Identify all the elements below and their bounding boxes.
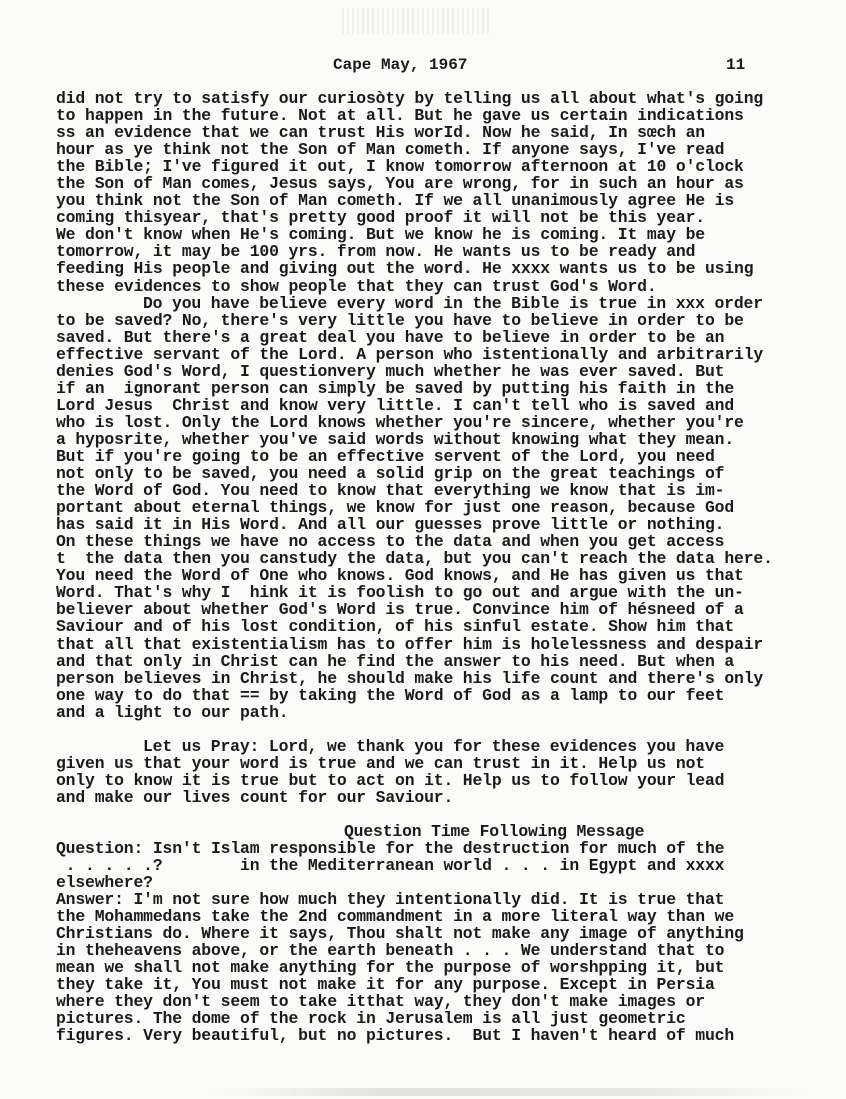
text-line: feeding His people and giving out the word. He xxxx wants us to be using	[56, 259, 754, 279]
text-line: Let us Pray: Lord, we thank you for these evidences you have	[143, 736, 725, 756]
paragraph-2	[56, 295, 836, 721]
text-line: the Word of God. You need to know that everything we know that is im-	[56, 481, 725, 501]
text-line: portant about eternal things, we know for just one reason, because God	[56, 498, 735, 518]
text-line: We don't know when He's coming. But we know he is coming. It may be	[56, 225, 705, 245]
text-line: Saviour and of his lost condition, of his sinful estate. Show him that	[56, 617, 735, 637]
text-line: Do you have believe every word in the Bible is true in xxx order	[143, 293, 763, 313]
text-line: On these things we have no access to the data and when you get access	[56, 532, 725, 552]
text-line: mean we shall not make anything for the purpose of worshpping it, but	[56, 958, 725, 978]
text-line: Christians do. Where it says, Thou shalt not make any image of anything	[56, 924, 744, 944]
paragraph-gap	[56, 721, 836, 738]
text-line: pictures. The dome of the rock in Jerusalem is all just geometric	[56, 1009, 686, 1029]
text-line: effective servant of the Lord. A person who istentionally and arbitrarily	[56, 344, 764, 364]
text-line: you think not the Son of Man cometh. If we all unanimously agree He is	[56, 191, 735, 211]
text-line: did not try to satisfy our curiosòty by telling us all about what's going	[56, 89, 764, 108]
text-line: person believes in Christ, he should make his life count and there's only	[56, 668, 764, 688]
text-line: t the data then you canstudy the data, but you can't reach the data here.	[56, 549, 773, 569]
text-line: You need the Word of One who knows. God knows, and He has given us that	[56, 566, 744, 586]
text-line: and that only in Christ can he find the answer to his need. But when a	[56, 651, 735, 671]
text-line: Word. That's why I hink it is foolish to go out and argue with the un-	[56, 583, 744, 603]
text-line: that all that existentialism has to offer him is holelessness and despair	[56, 634, 764, 654]
document-body	[56, 90, 836, 1045]
text-line: where they don't seem to take itthat way, they don't make images or	[56, 992, 705, 1012]
text-line: elsewhere?	[56, 873, 153, 893]
text-line: the Mohammedans take the 2nd commandment in a more literal way than we	[56, 907, 735, 927]
text-line: coming thisyear, that's pretty good proof it will not be this year.	[56, 208, 705, 228]
text-line: But if you're going to be an effective servent of the Lord, you need	[56, 446, 715, 466]
text-line: saved. But there's a great deal you have to believe in order to be an	[56, 327, 725, 347]
text-line: has said it in His Word. And all our guesses prove little or nothing.	[56, 515, 725, 535]
page-header	[0, 56, 846, 78]
text-line: who is lost. Only the Lord knows whether you're sincere, whether you're	[56, 412, 744, 432]
text-line: hour as ye think not the Son of Man cometh. If anyone says, I've read	[56, 140, 725, 160]
text-line: given us that your word is true and we can trust in it. Help us not	[56, 753, 705, 773]
text-line: denies God's Word, I questionvery much whether he was ever saved. But	[56, 361, 725, 381]
text-line: to happen in the future. Not at all. But he gave us certain indications	[56, 106, 744, 126]
text-line: ss an evidence that we can trust His worId. Now he said, In sœch an	[56, 123, 705, 143]
text-line: one way to do that == by taking the Word of God as a lamp to our feet	[56, 685, 725, 705]
scan-artifact-top	[342, 8, 492, 34]
text-line: if an ignorant person can simply be saved by putting his faith in the	[56, 378, 735, 398]
text-line: not only to be saved, you need a solid grip on the great teachings of	[56, 464, 725, 484]
question-answer-section	[56, 840, 836, 1045]
scan-artifact-bottom	[210, 1088, 810, 1096]
paragraph-1	[56, 90, 836, 295]
text-line: in theheavens above, or the earth beneath . . . We understand that to	[56, 941, 725, 961]
text-line: only to know it is true but to act on it. Help us to follow your lead	[56, 770, 725, 790]
text-line: they take it, You must not make it for any purpose. Except in Persia	[56, 975, 715, 995]
text-line: the Son of Man comes, Jesus says, You are wrong, for in such an hour as	[56, 174, 744, 194]
text-line: and a light to our path.	[56, 702, 289, 722]
text-line: these evidences to show people that they can trust God's Word.	[56, 276, 657, 296]
prayer-paragraph	[56, 738, 836, 806]
question-section-heading: Question Time Following Message	[344, 821, 645, 841]
text-line: the Bible; I've figured it out, I know tomorrow afternoon at 10 o'clock	[56, 157, 744, 177]
text-line: figures. Very beautiful, but no pictures. But I haven't heard of much	[56, 1026, 735, 1046]
text-line: Question: Isn't Islam responsible for the destruction for much of the	[56, 838, 725, 858]
paragraph-gap	[56, 806, 836, 823]
text-line: a hyposrite, whether you've said words without knowing what they mean.	[56, 429, 735, 449]
text-line: Answer: I'm not sure how much they intentionally did. It is true that	[56, 890, 725, 910]
text-line: Lord Jesus Christ and know very little. I can't tell who is saved and	[56, 395, 735, 415]
text-line: believer about whether God's Word is true. Convince him of hésneed of a	[56, 600, 744, 620]
page-title: Cape May, 1967	[333, 56, 468, 74]
text-line: to be saved? No, there's very little you have to believe in order to be	[56, 310, 744, 330]
text-line: tomorrow, it may be 100 yrs. from now. He wants us to be ready and	[56, 242, 696, 262]
text-line: and make our lives count for our Saviour.	[56, 787, 454, 807]
text-line: . . . . .? in the Mediterranean world . . . in Egypt and xxxx	[56, 856, 725, 876]
page-number: 11	[726, 56, 746, 74]
